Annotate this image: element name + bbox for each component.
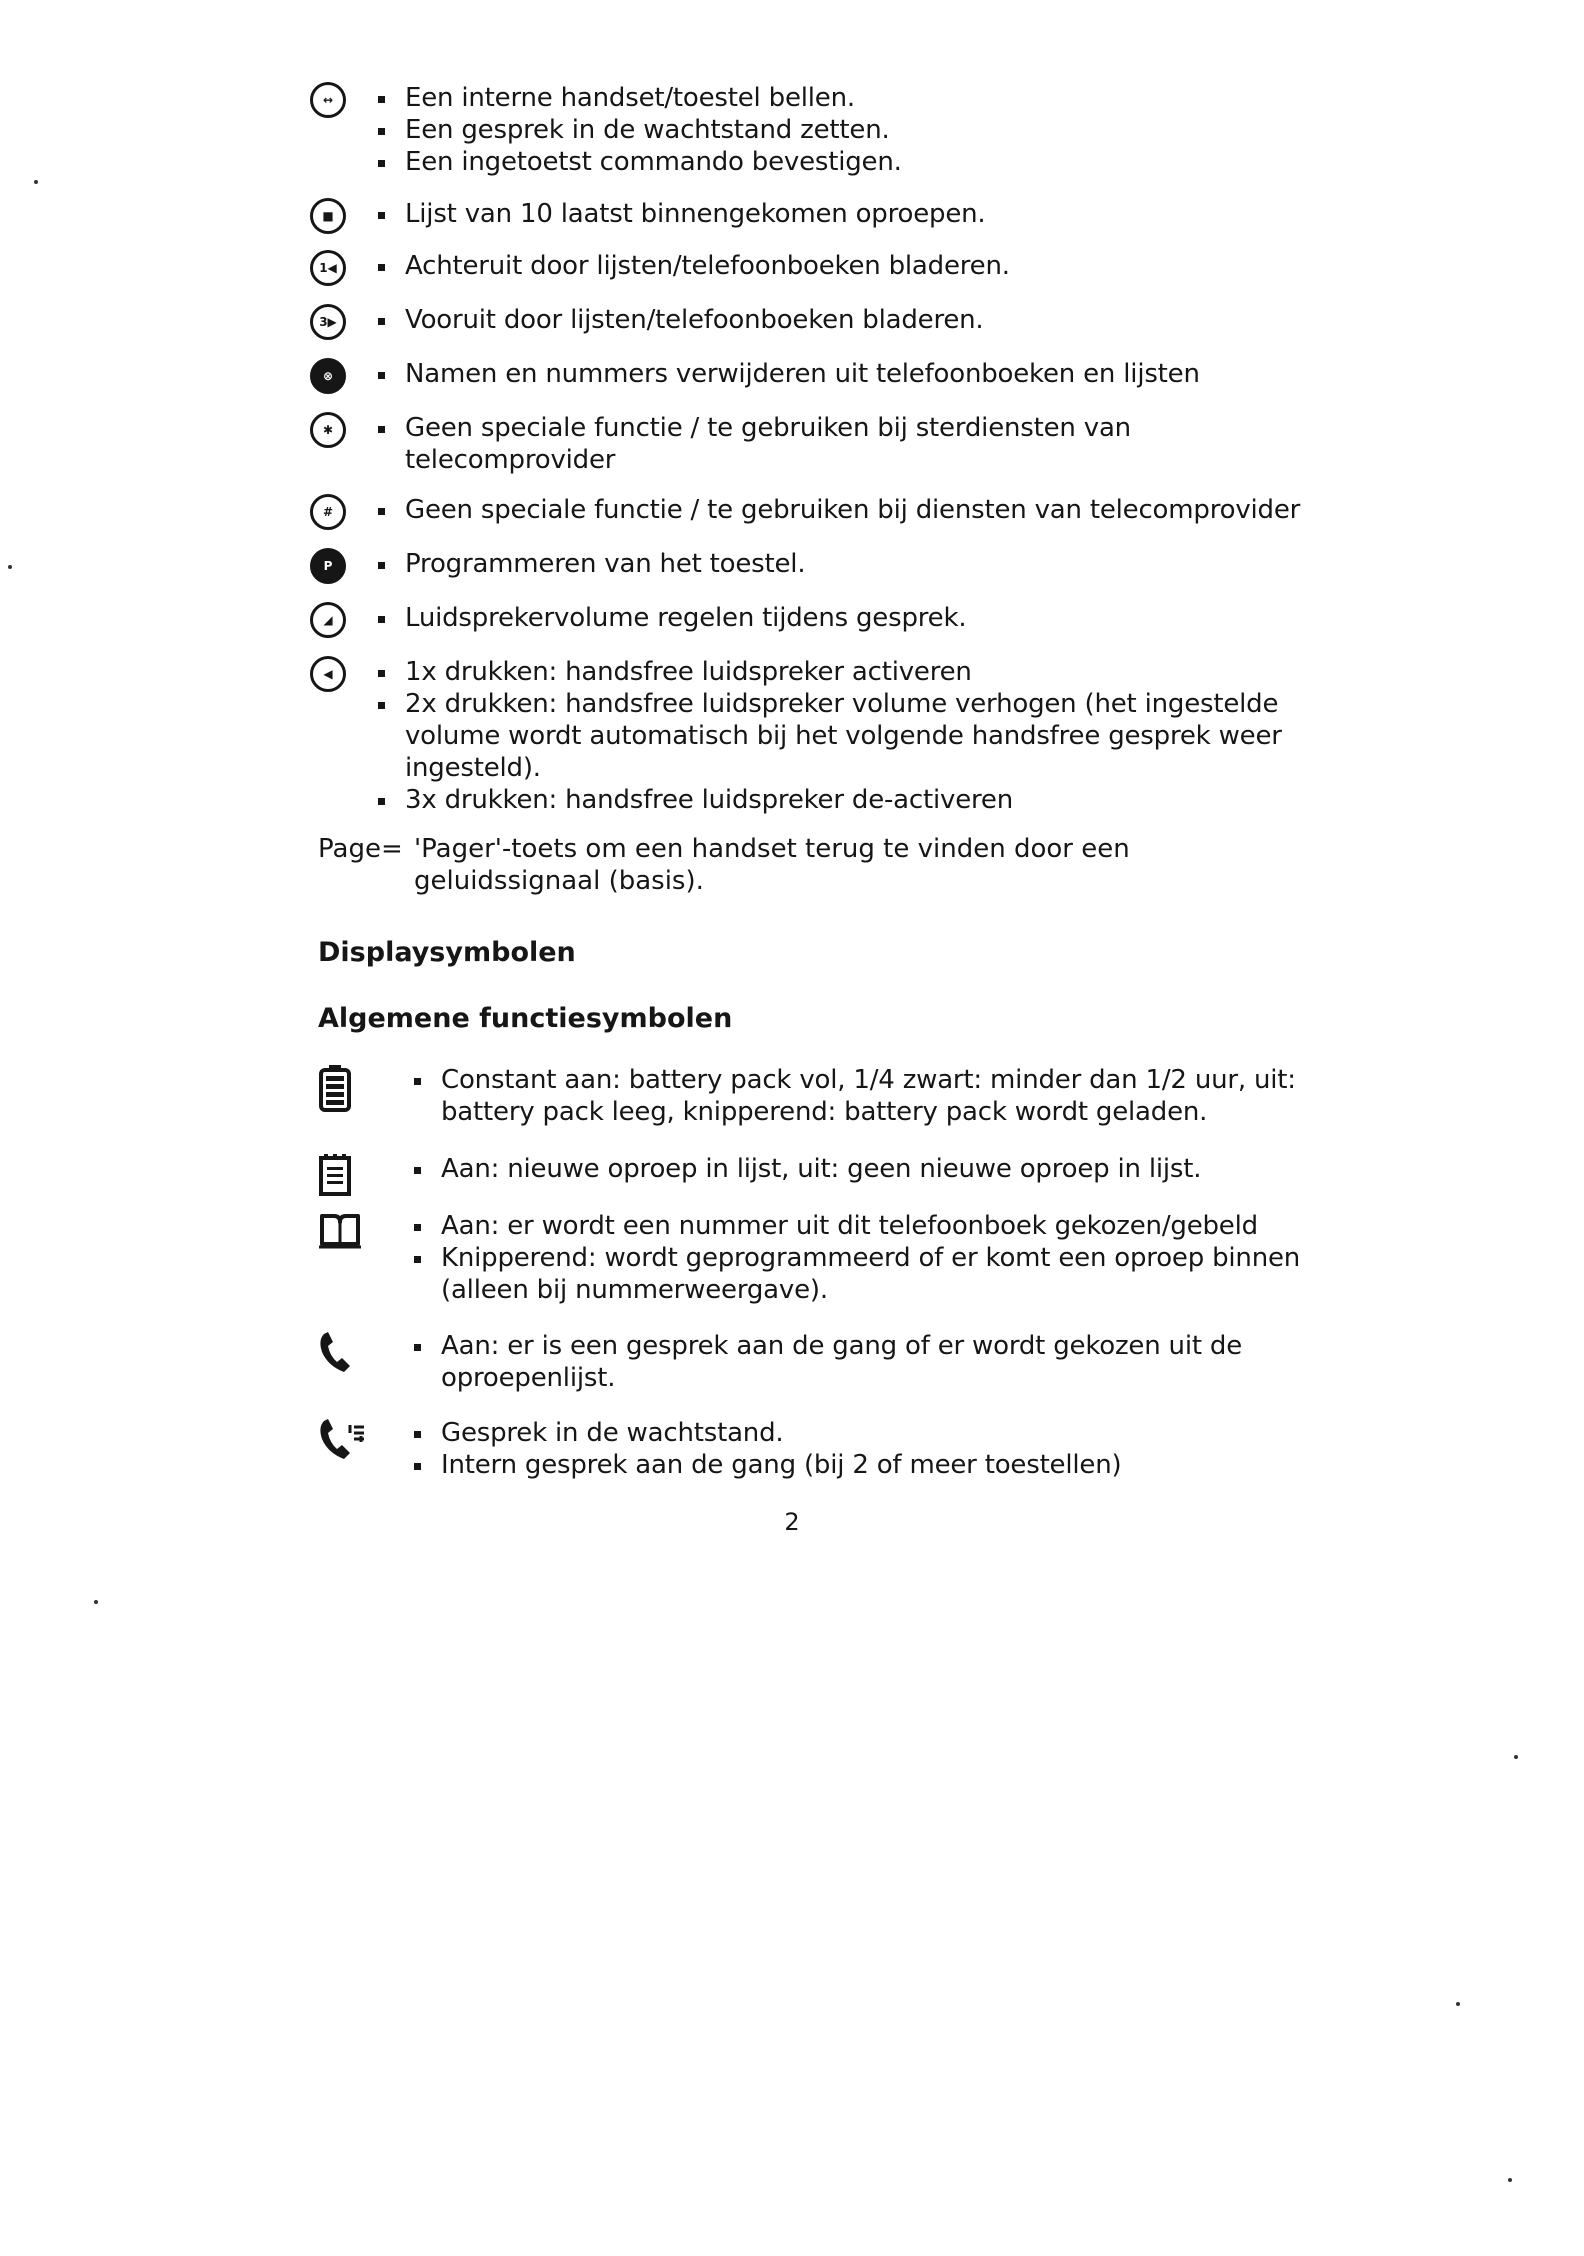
key-description-list bbox=[378, 602, 1308, 634]
scan-speck bbox=[1456, 2002, 1460, 2006]
key-description-list bbox=[378, 412, 1308, 476]
key-description-list bbox=[378, 358, 1308, 390]
page-number: 2 bbox=[784, 1508, 800, 1536]
list-item: Luidsprekervolume regelen tijdens gesprek. bbox=[378, 602, 1308, 634]
list-item: Geen speciale functie / te gebruiken bij diensten van telecomprovider bbox=[378, 494, 1308, 526]
scan-speck bbox=[94, 1600, 98, 1604]
key-description-list bbox=[378, 494, 1308, 526]
delete-key-icon: ⊗ bbox=[310, 358, 346, 394]
key-description-list bbox=[378, 198, 1308, 230]
scan-speck bbox=[1508, 2178, 1512, 2182]
scan-speck bbox=[8, 565, 12, 569]
key-description-list bbox=[378, 304, 1308, 336]
list-item: Programmeren van het toestel. bbox=[378, 548, 1308, 580]
list-item: Een interne handset/toestel bellen. bbox=[378, 82, 1308, 114]
handset-hold-icon bbox=[318, 1417, 358, 1465]
list-item: Een gesprek in de wachtstand zetten. bbox=[378, 114, 1308, 146]
intercom-key-icon: ↔ bbox=[310, 82, 346, 118]
hash-key-icon: # bbox=[310, 494, 346, 530]
handsfree-key-icon: ◀ bbox=[310, 656, 346, 692]
key-description-list bbox=[378, 656, 1308, 816]
symbol-description-list bbox=[414, 1064, 1316, 1128]
phonebook-icon bbox=[318, 1210, 358, 1258]
list-item: Geen speciale functie / te gebruiken bij sterdiensten van telecomprovider bbox=[378, 412, 1308, 476]
symbol-description-list bbox=[414, 1330, 1316, 1394]
list-key-icon: ■ bbox=[310, 198, 346, 234]
one-back-key-icon: 1◀ bbox=[310, 250, 346, 286]
symbol-description-list bbox=[414, 1210, 1316, 1306]
battery-icon bbox=[318, 1064, 358, 1112]
list-item: Een ingetoetst commando bevestigen. bbox=[378, 146, 1308, 178]
list-item: Achteruit door lijsten/telefoonboeken bladeren. bbox=[378, 250, 1308, 282]
list-item: Gesprek in de wachtstand. bbox=[414, 1417, 1316, 1449]
list-item: Knipperend: wordt geprogrammeerd of er komt een oproep binnen (alleen bij nummerweergave). bbox=[414, 1242, 1316, 1306]
list-item: Aan: nieuwe oproep in lijst, uit: geen nieuwe oproep in lijst. bbox=[414, 1153, 1316, 1185]
page-key-description: 'Pager'-toets om een handset terug te vinden door een geluidssignaal (basis). bbox=[414, 834, 1130, 896]
symbol-description-list bbox=[414, 1417, 1316, 1481]
list-item: Vooruit door lijsten/telefoonboeken bladeren. bbox=[378, 304, 1308, 336]
three-forward-key-icon: 3▶ bbox=[310, 304, 346, 340]
list-item: Aan: er is een gesprek aan de gang of er wordt gekozen uit de oproepenlijst. bbox=[414, 1330, 1316, 1394]
scan-speck bbox=[34, 180, 38, 184]
call-list-icon bbox=[318, 1153, 358, 1201]
list-item: 2x drukken: handsfree luidspreker volume verhogen (het ingestelde volume wordt automatisch bij het volgende handsfree gesprek weer ingesteld). bbox=[378, 688, 1308, 784]
list-item: 3x drukken: handsfree luidspreker de-activeren bbox=[378, 784, 1308, 816]
list-item: Namen en nummers verwijderen uit telefoonboeken en lijsten bbox=[378, 358, 1308, 390]
section-heading-general-symbols: Algemene functiesymbolen bbox=[318, 1003, 733, 1034]
list-item: Constant aan: battery pack vol, 1/4 zwart: minder dan 1/2 uur, uit: battery pack leeg, knipperend: battery pack wordt geladen. bbox=[414, 1064, 1316, 1128]
list-item: Aan: er wordt een nummer uit dit telefoonboek gekozen/gebeld bbox=[414, 1210, 1316, 1242]
key-description-list bbox=[378, 548, 1308, 580]
list-item: 1x drukken: handsfree luidspreker activeren bbox=[378, 656, 1308, 688]
scan-speck bbox=[1514, 1755, 1518, 1759]
symbol-description-list bbox=[414, 1153, 1316, 1185]
program-key-icon: P bbox=[310, 548, 346, 584]
star-key-icon: ✱ bbox=[310, 412, 346, 448]
volume-key-icon: ◢ bbox=[310, 602, 346, 638]
key-description-list bbox=[378, 250, 1308, 282]
list-item: Lijst van 10 laatst binnengekomen oproepen. bbox=[378, 198, 1308, 230]
list-item: Intern gesprek aan de gang (bij 2 of meer toestellen) bbox=[414, 1449, 1316, 1481]
page-key-term: Page= bbox=[318, 834, 403, 864]
section-heading-display-symbols: Displaysymbolen bbox=[318, 937, 576, 968]
handset-icon bbox=[318, 1330, 358, 1378]
key-description-list bbox=[378, 82, 1308, 178]
